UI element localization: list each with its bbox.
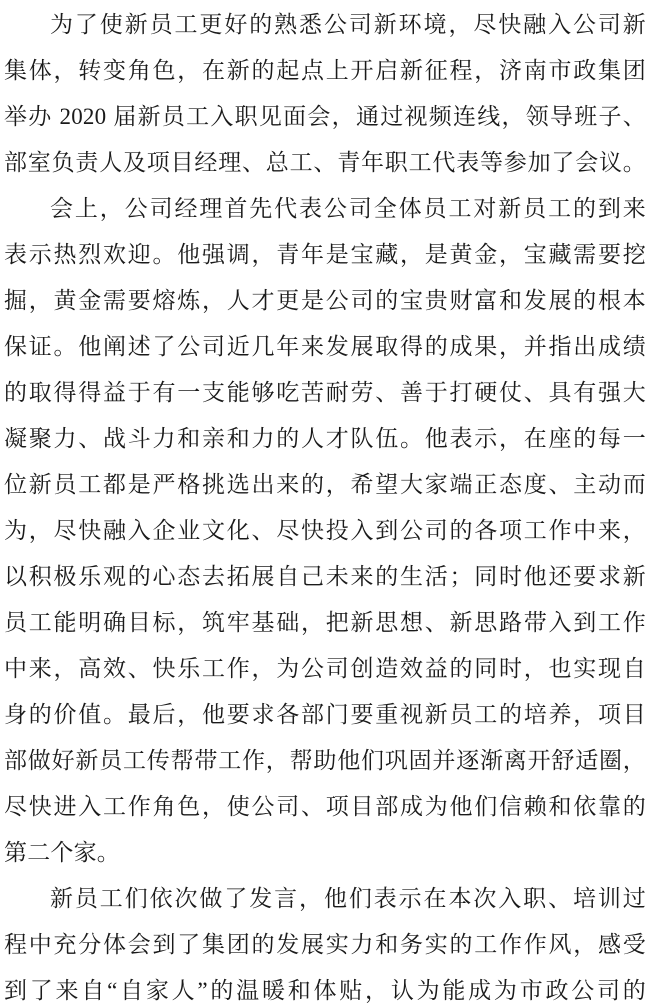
text-line: 凝聚力、战斗力和亲和力的人才队伍。他表示，在座的每一 — [4, 426, 646, 451]
text-line: 为了使新员工更好的熟悉公司新环境，尽快融入公司新 — [50, 12, 646, 37]
text-line: 位新员工都是严格挑选出来的，希望大家端正态度、主动而 — [4, 472, 646, 497]
text-line: 到了来自“自家人”的温暖和体贴，认为能成为市政公司的 — [4, 978, 646, 1003]
paragraph-new-employees — [4, 876, 646, 1008]
text-line: 表示热烈欢迎。他强调，青年是宝藏，是黄金，宝藏需要挖 — [4, 242, 646, 267]
text-line: 新员工们依次做了发言，他们表示在本次入职、培训过 — [50, 886, 646, 911]
text-line: 部室负责人及项目经理、总工、青年职工代表等参加了会议。 — [4, 150, 646, 175]
text-line: 为，尽快融入企业文化、尽快投入到公司的各项工作中来， — [4, 518, 646, 543]
text-line: 保证。他阐述了公司近几年来发展取得的成果，并指出成绩 — [4, 334, 646, 359]
text-line: 身的价值。最后，他要求各部门要重视新员工的培养，项目 — [4, 702, 646, 727]
text-line: 中来，高效、快乐工作，为公司创造效益的同时，也实现自 — [4, 656, 646, 681]
text-line: 程中充分体会到了集团的发展实力和务实的工作作风，感受 — [4, 932, 646, 957]
text-line: 尽快进入工作角色，使公司、项目部成为他们信赖和依靠的 — [4, 794, 646, 819]
paragraph-manager-speech — [4, 186, 646, 876]
text-line: 员工能明确目标，筑牢基础，把新思想、新思路带入到工作 — [4, 610, 646, 635]
text-line: 的取得得益于有一支能够吃苦耐劳、善于打硬仗、具有强大 — [4, 380, 646, 405]
text-line: 部做好新员工传帮带工作，帮助他们巩固并逐渐离开舒适圈， — [4, 748, 646, 773]
text-line: 掘，黄金需要熔炼，人才更是公司的宝贵财富和发展的根本 — [4, 288, 646, 313]
text-line: 会上，公司经理首先代表公司全体员工对新员工的到来 — [50, 196, 646, 221]
paragraph-intro — [4, 2, 646, 186]
text-line: 以积极乐观的心态去拓展自己未来的生活；同时他还要求新 — [4, 564, 646, 589]
text-line: 举办 2020 届新员工入职见面会，通过视频连线，领导班子、 — [4, 104, 646, 129]
text-line: 第二个家。 — [4, 840, 120, 865]
text-line: 集体，转变角色，在新的起点上开启新征程，济南市政集团 — [4, 58, 646, 83]
